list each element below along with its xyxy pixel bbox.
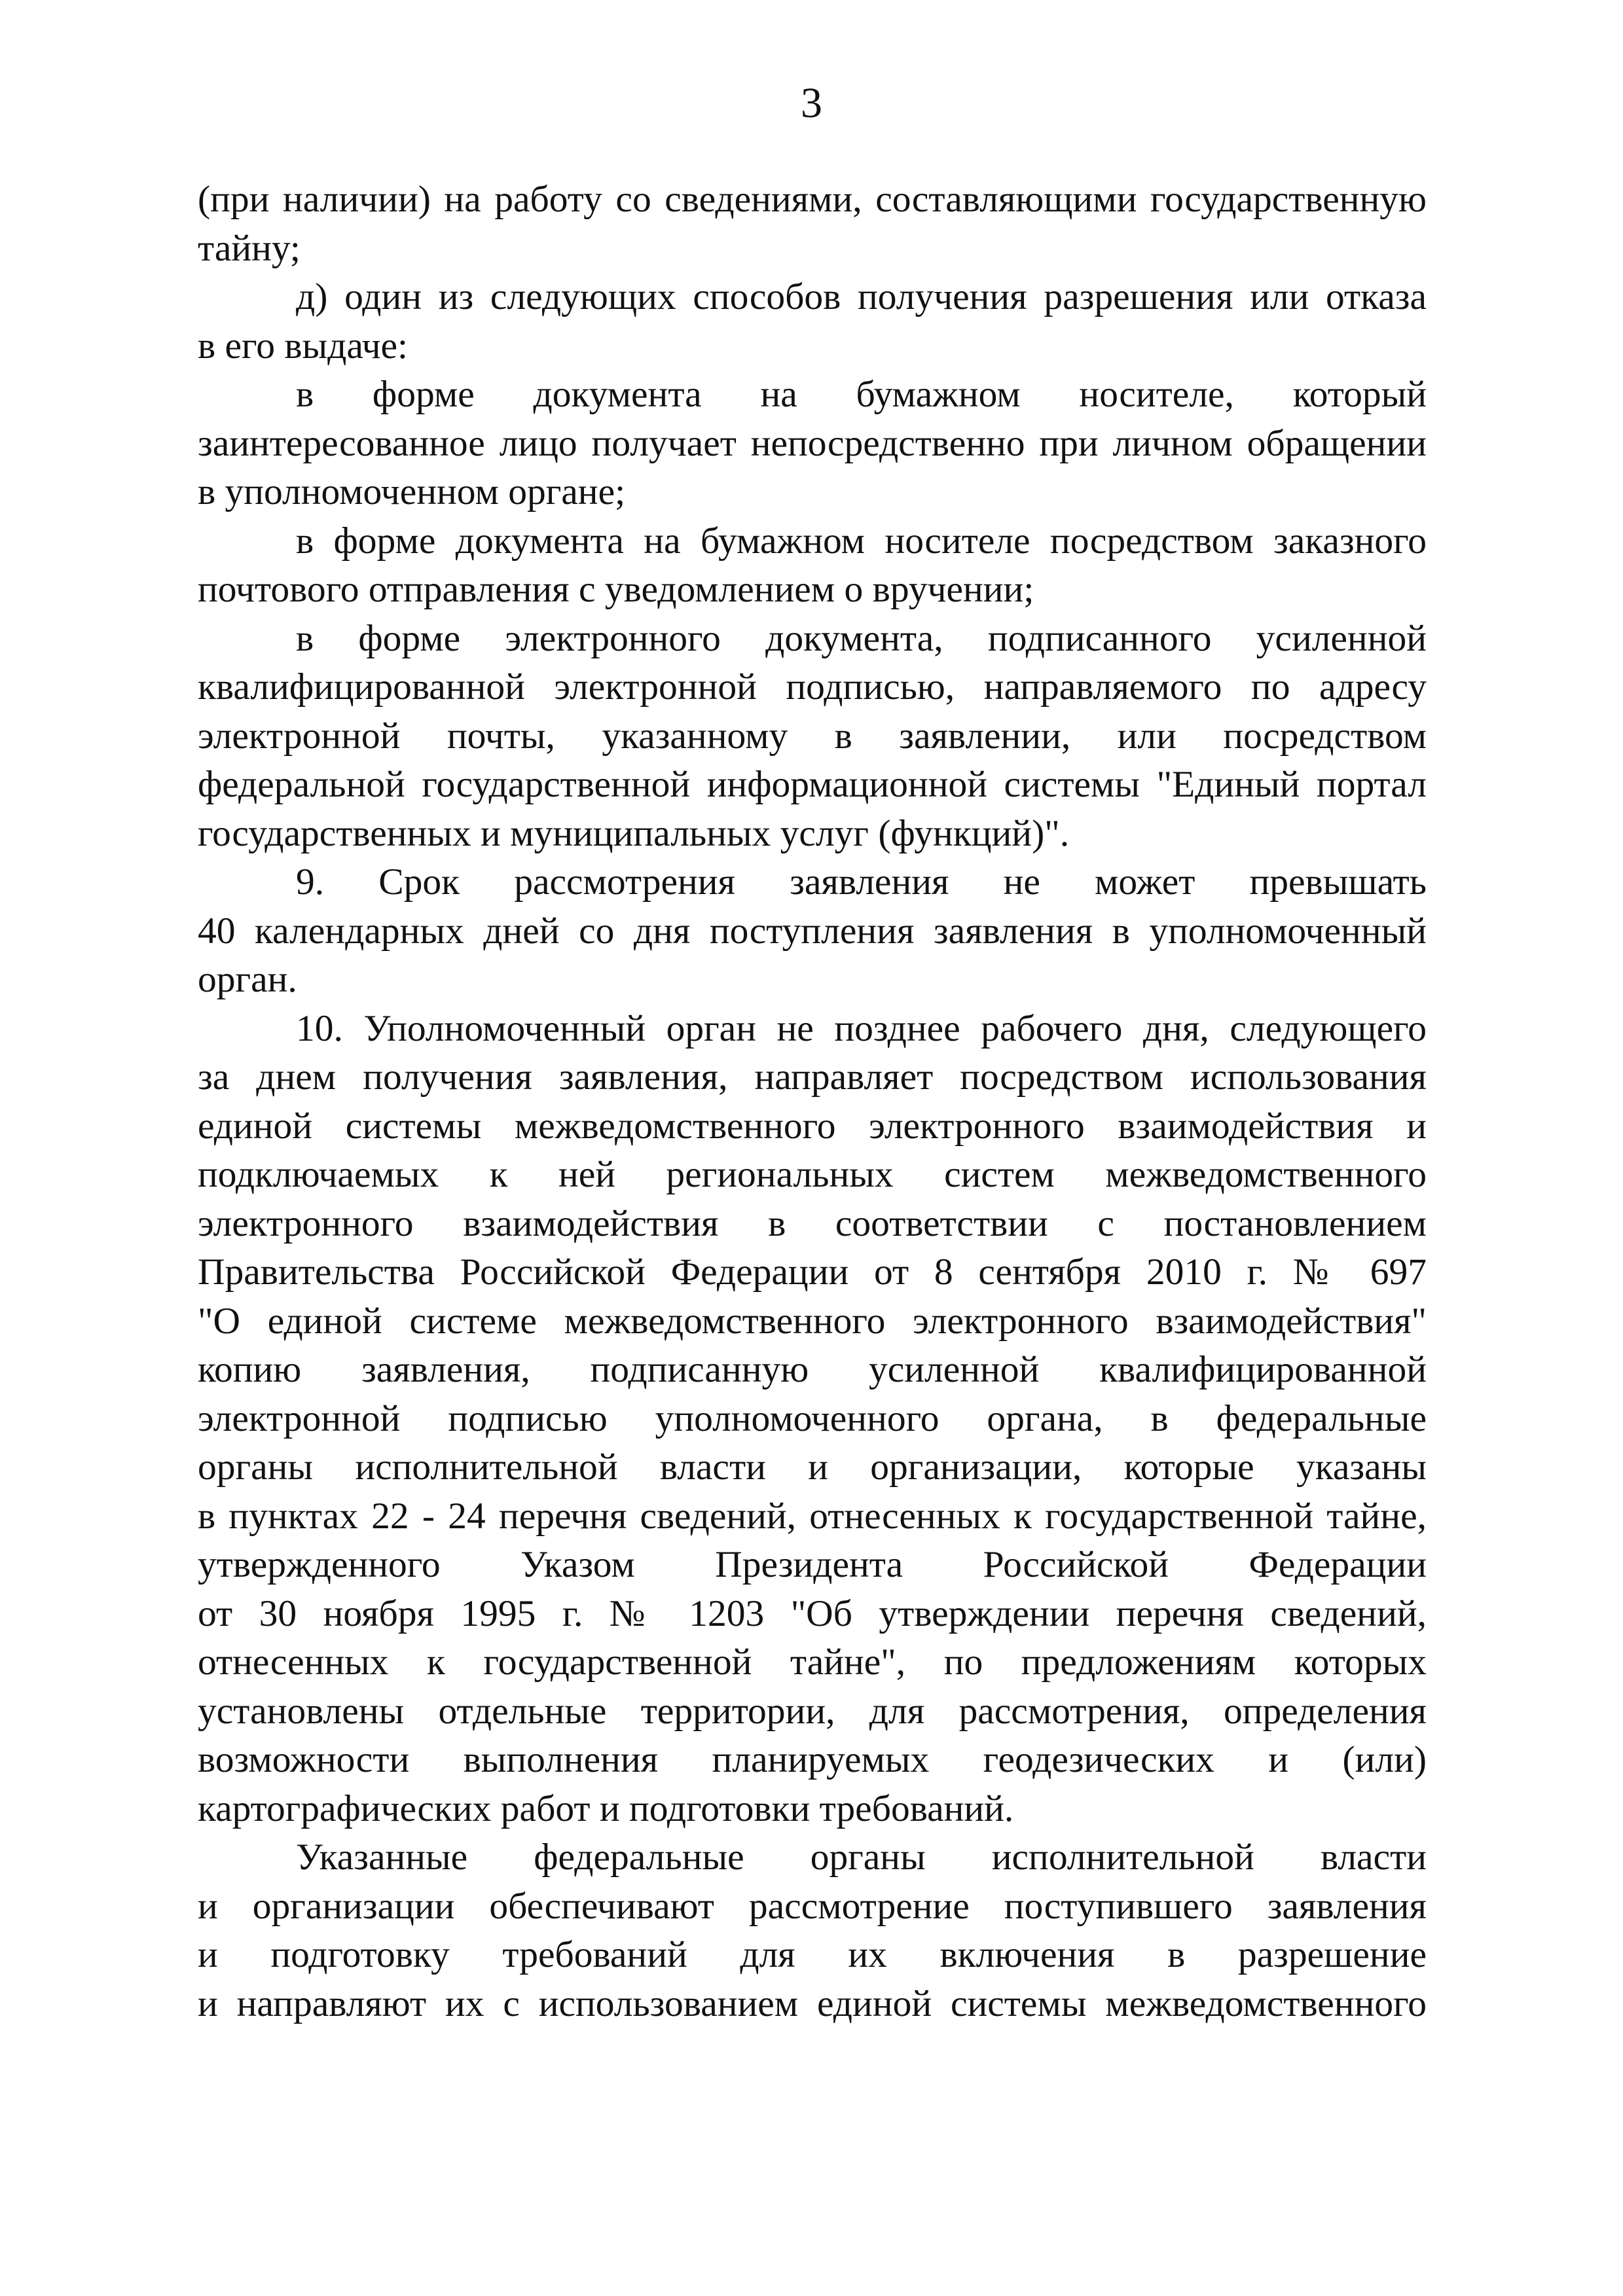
text-line: и подготовку требований для их включения в разрешение (198, 1934, 1427, 1975)
document-body (198, 175, 1427, 2028)
text-line: тайну; (198, 227, 301, 269)
text-line: электронной почты, указанному в заявлении, или посредством (198, 715, 1427, 757)
text-line: единой системы межведомственного электронного взаимодействия и (198, 1105, 1427, 1147)
text-line: в пунктах 22 - 24 перечня сведений, отнесенных к государственной тайне, (198, 1495, 1427, 1537)
text-line: в уполномоченном органе; (198, 471, 626, 512)
text-line: от 30 ноября 1995 г. № 1203 "Об утверждении перечня сведений, (198, 1592, 1427, 1634)
text-line: и организации обеспечивают рассмотрение поступившего заявления (198, 1885, 1427, 1927)
text-line: за днем получения заявления, направляет посредством использования (198, 1056, 1427, 1098)
text-line: картографических работ и подготовки требований. (198, 1787, 1014, 1829)
text-line: федеральной государственной информационной системы "Единый портал (198, 764, 1427, 805)
text-line: отнесенных к государственной тайне", по предложениям которых (198, 1641, 1427, 1683)
text-line: подключаемых к ней региональных систем межведомственного (198, 1154, 1427, 1195)
text-line: Указанные федеральные органы исполнительной власти (296, 1837, 1427, 1878)
text-line: д) один из следующих способов получения разрешения или отказа (296, 276, 1427, 317)
text-line: квалифицированной электронной подписью, направляемого по адресу (198, 666, 1427, 708)
text-line: установлены отдельные территории, для рассмотрения, определения (198, 1690, 1427, 1732)
text-line: орган. (198, 959, 297, 1000)
text-line: копию заявления, подписанную усиленной квалифицированной (198, 1349, 1427, 1390)
text-line: "О единой системе межведомственного электронного взаимодействия" (198, 1300, 1427, 1342)
page-number: 3 (801, 79, 822, 127)
text-line: и направляют их с использованием единой системы межведомственного (198, 1982, 1427, 2024)
text-line: органы исполнительной власти и организации, которые указаны (198, 1446, 1427, 1488)
text-line: утвержденного Указом Президента Российской Федерации (198, 1544, 1427, 1585)
text-line: заинтересованное лицо получает непосредственно при личном обращении (198, 422, 1427, 464)
text-line: (при наличии) на работу со сведениями, составляющими государственную (198, 179, 1427, 220)
text-line: 9. Срок рассмотрения заявления не может превышать (296, 861, 1427, 903)
text-line: в форме документа на бумажном носителе посредством заказного (296, 520, 1427, 562)
text-line: в форме документа на бумажном носителе, который (296, 374, 1427, 415)
text-line: Правительства Российской Федерации от 8 сентября 2010 г. № 697 (198, 1251, 1427, 1293)
text-line: 40 календарных дней со дня поступления заявления в уполномоченный (198, 910, 1427, 952)
text-line: государственных и муниципальных услуг (функций)". (198, 812, 1070, 854)
text-line: возможности выполнения планируемых геодезических и (или) (198, 1739, 1427, 1780)
text-line: в форме электронного документа, подписанного усиленной (296, 617, 1427, 659)
text-line: 10. Уполномоченный орган не позднее рабочего дня, следующего (296, 1007, 1427, 1049)
text-line: электронного взаимодействия в соответствии с постановлением (198, 1202, 1427, 1244)
text-line: в его выдаче: (198, 325, 408, 367)
text-line: электронной подписью уполномоченного органа, в федеральные (198, 1397, 1427, 1439)
text-line: почтового отправления с уведомлением о вручении; (198, 569, 1034, 610)
